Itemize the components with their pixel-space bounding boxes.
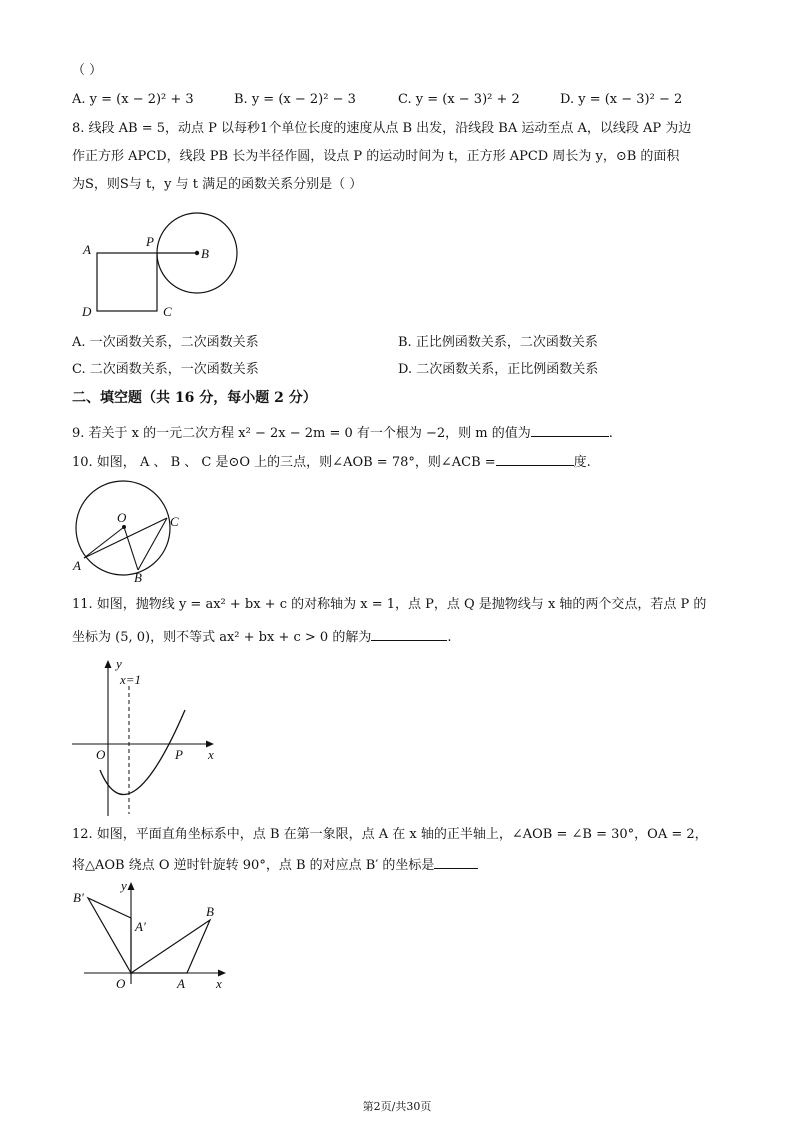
q7-option-c: C. y = (x − 3)² + 2 (398, 92, 520, 107)
point-b (195, 251, 199, 255)
q12-stem-line2 (72, 854, 478, 875)
segment-bc (138, 518, 167, 570)
label-b: B (201, 246, 209, 261)
label-a: A (177, 976, 185, 991)
q10-figure (68, 476, 198, 586)
q10-stem (72, 451, 591, 472)
label-a: A (73, 558, 81, 573)
q8-figure (70, 228, 270, 338)
q8-stem-line1: 8. 线段 AB = 5，动点 P 以每秒1个单位长度的速度从点 B 出发，沿线段 BA 运动至点 A，以线段 AP 为边 (72, 121, 692, 136)
label-a: A (83, 242, 91, 257)
q8-stem-line2: 作正方形 APCD，线段 PB 长为半径作圆，设点 P 的运动时间为 t，正方形 APCD 周长为 y，⊙B 的面积 (72, 149, 680, 164)
q9-end: . (608, 426, 613, 441)
label-b-prime: B′ (73, 890, 84, 905)
label-y: y (121, 878, 127, 893)
label-x: x (208, 747, 214, 762)
y-axis-arrow (105, 660, 112, 668)
label-a-prime: A′ (135, 919, 146, 934)
triangle-a-prime (88, 898, 131, 973)
point-o (122, 525, 126, 529)
segment-oa (84, 527, 124, 558)
section-heading: 二、填空题（共 16 分，每小题 2 分） (72, 390, 317, 406)
q12-text: 将△AOB 绕点 O 逆时针旋转 90°，点 B 的对应点 B′ 的坐标是 (72, 858, 435, 873)
q8-option-d: D. 二次函数关系，正比例函数关系 (398, 362, 599, 377)
q9-text: 9. 若关于 x 的一元二次方程 x² − 2x − 2m = 0 有一个根为 −2，则 m 的值为 (72, 426, 531, 441)
q12-figure (70, 876, 240, 996)
q9-answer-blank[interactable] (531, 422, 609, 437)
label-o: O (96, 747, 106, 762)
label-y: y (116, 656, 122, 671)
q7-option-b: B. y = (x − 2)² − 3 (234, 92, 356, 107)
q11-answer-blank[interactable] (371, 626, 447, 641)
q8-option-a: A. 一次函数关系，二次函数关系 (72, 335, 259, 350)
q10-answer-blank[interactable] (496, 451, 574, 466)
label-o: O (116, 976, 126, 991)
label-o: O (117, 510, 127, 525)
q12-stem-line1: 12. 如图，平面直角坐标系中，点 B 在第一象限，点 A 在 x 轴的正半轴上，∠AOB = ∠B = 30°，OA = 2， (72, 827, 708, 842)
label-b: B (134, 570, 142, 585)
q11-stem-line2 (72, 626, 451, 647)
q7-bracket: （ ） (72, 63, 103, 78)
label-axis: x=1 (120, 672, 142, 687)
q7-option-d: D. y = (x − 3)² − 2 (560, 92, 683, 107)
q10-end: 度. (573, 455, 591, 470)
label-c: C (163, 304, 172, 319)
q11-stem-line1: 11. 如图，抛物线 y = ax² + bx + c 的对称轴为 x = 1，点 P，点 Q 是抛物线与 x 轴的两个交点，若点 P 的 (72, 597, 707, 612)
label-c: C (170, 514, 179, 529)
square-apcd (97, 253, 157, 311)
label-x: x (216, 976, 222, 991)
parabola (100, 710, 185, 795)
label-d: D (82, 304, 92, 319)
q8-option-b: B. 正比例函数关系，二次函数关系 (398, 335, 598, 350)
q11-end: . (447, 630, 452, 645)
y-axis-arrow (128, 882, 135, 890)
q11-figure (68, 656, 228, 816)
q12-answer-blank[interactable] (434, 854, 478, 869)
label-p: P (146, 234, 154, 249)
label-b: B (206, 904, 214, 919)
q11-text: 坐标为 (5, 0)，则不等式 ax² + bx + c > 0 的解为 (72, 630, 372, 645)
q7-option-a: A. y = (x − 2)² + 3 (72, 92, 194, 107)
page-footer: 第2页/共30页 (362, 1100, 432, 1113)
q8-option-c: C. 二次函数关系，一次函数关系 (72, 362, 259, 377)
label-p: P (175, 747, 183, 762)
q10-text: 10. 如图， A 、 B 、 C 是⊙O 上的三点，则∠AOB = 78°，则∠ACB = (72, 455, 496, 470)
q8-stem-line3: 为S，则S与 t，y 与 t 满足的函数关系分别是（ ） (72, 177, 363, 192)
q9-stem (72, 422, 613, 443)
